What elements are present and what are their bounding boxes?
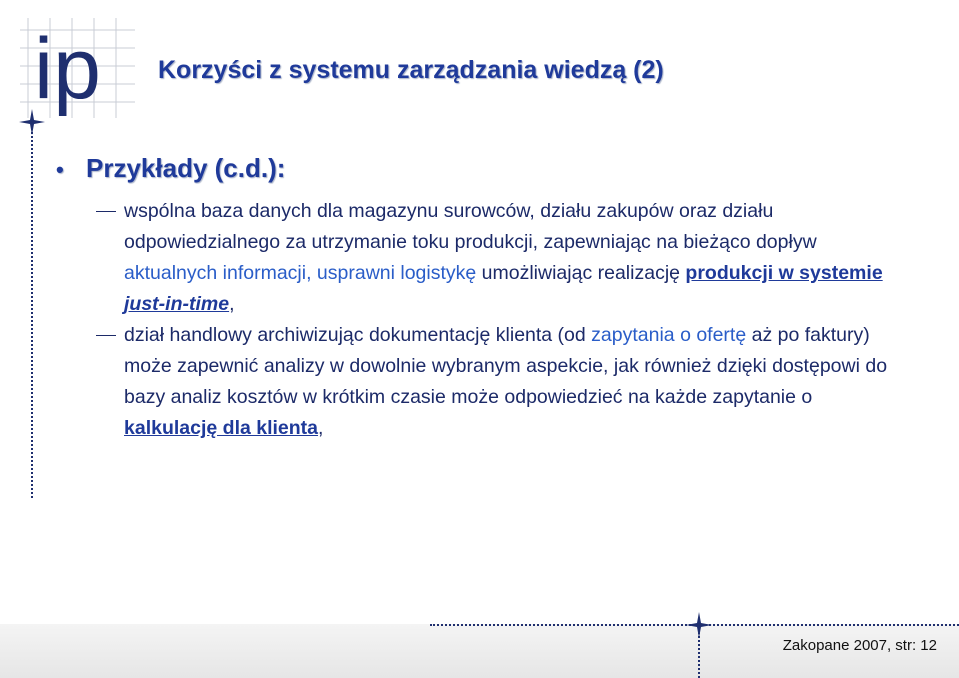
item-text: wspólna baza danych dla magazynu surowców, działu zakupów oraz działu odpowiedzialnego za utrzymanie toku produkcji, zapewniając na bieżąco dopływ xyxy=(124,200,817,253)
slide-title: Korzyści z systemu zarządzania wiedzą (2) xyxy=(158,56,664,84)
left-dotted-rule xyxy=(31,120,33,498)
item-highlight: aktualnych informacji, usprawni logistykę xyxy=(124,262,477,284)
bullet-icon: • xyxy=(56,157,64,182)
item-emphasis: kalkulację dla klienta xyxy=(124,417,319,439)
item-text: aż po faktury) może zapewnić analizy w dowolnie wybranym aspekcie, jak również dzięki dostępowi do bazy analiz kosztów w krótkim czasie może odpowiedzieć na każde zapytanie o xyxy=(124,324,888,408)
footer-text: Zakopane 2007, str: 12 xyxy=(782,637,937,654)
footer-vertical-dotted-rule xyxy=(698,632,700,678)
item-end: , xyxy=(318,417,324,439)
dash-icon xyxy=(96,211,116,212)
item-text: umożliwiając realizację xyxy=(476,262,686,284)
list-item xyxy=(124,196,904,320)
dash-icon xyxy=(96,335,116,336)
item-emphasis: produkcji w systemie just-in-time xyxy=(124,262,883,315)
logo-text: ip xyxy=(34,21,101,117)
bullet-label: Przykłady (c.d.): xyxy=(86,153,286,183)
ip-logo xyxy=(20,18,135,118)
item-highlight: zapytania o ofertę xyxy=(591,324,747,346)
footer-star-icon xyxy=(686,612,712,638)
bullet-heading xyxy=(56,153,285,184)
item-text: dział handlowy archiwizując dokumentację klienta (od xyxy=(124,324,592,346)
item-end: , xyxy=(229,293,235,315)
list-item xyxy=(124,320,904,444)
